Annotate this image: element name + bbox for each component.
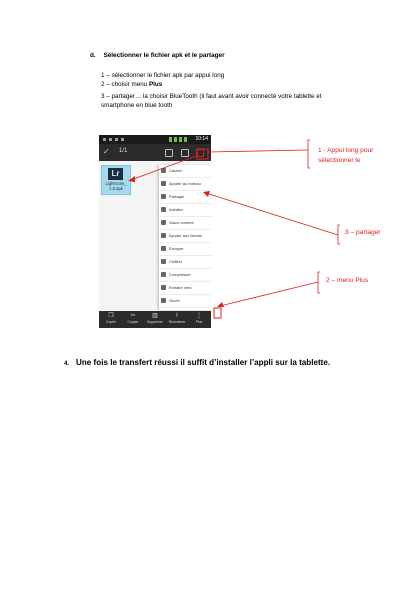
menu-item-label: Compresser — [169, 272, 191, 277]
section-marker: d. — [90, 52, 96, 59]
instruction-line-3: 3 – partager… la choisir BlueTooth (il faut avant avoir connecté votre tablette et — [101, 93, 322, 100]
menu-item-label: Extraire vers — [169, 285, 192, 290]
annotation-2-arrow — [220, 282, 318, 306]
step-4 — [64, 358, 330, 367]
toolbar-label: Plus — [195, 320, 203, 324]
menu-item-label: Sauvr comme — [169, 220, 194, 225]
toolbar-label: Copier — [106, 320, 116, 324]
instruction-line-2-text: 2 – choisir menu — [101, 81, 149, 88]
instruction-line-2-bold: Plus — [148, 81, 163, 88]
menu-item-label: Installer — [169, 207, 184, 212]
section-title: Sélectionner le fichier apk et le partager — [103, 52, 225, 59]
annotation-1-bracket — [308, 140, 310, 168]
arrow-head-icon — [128, 176, 135, 182]
instruction-line-1: 1 – sélectionner le fichier apk par appui long — [101, 72, 225, 79]
annotation-1-line-1: 1 - Appui long pour — [318, 147, 374, 154]
annotation-2: 2 – menu Plus — [326, 277, 369, 284]
toolbar-label: Couper — [127, 320, 139, 324]
annotation-1-line — [208, 150, 308, 152]
menu-item-label: Ouvrir — [169, 298, 180, 303]
status-time: 10:14 — [195, 136, 208, 142]
menu-item-label: Ajouter au bureau — [169, 181, 201, 186]
lightroom-logo-icon: Lr — [108, 168, 123, 180]
menu-item-label: Cacher — [169, 168, 182, 173]
annotation-1-arrow — [131, 156, 196, 180]
selection-count: 1/1 — [119, 148, 128, 154]
menu-item-label: Partager — [169, 194, 185, 199]
toolbar-label: Supprimer — [147, 320, 163, 324]
toolbar-label: Renommer — [168, 320, 186, 324]
check-icon[interactable]: ✓ — [103, 147, 110, 156]
file-name: Lightroom_ 1.0.apk — [105, 181, 127, 191]
annotation-2-bracket — [318, 272, 320, 293]
menu-item-label: Chiffrer — [169, 259, 183, 264]
annotation-1 — [318, 146, 373, 166]
menu-item-label: Ajouter aux favoris — [169, 233, 203, 238]
arrow-head-icon — [217, 302, 224, 307]
selection-icon-highlight — [197, 149, 208, 159]
step-4-number: 4. — [64, 361, 70, 367]
menu-item-label: Envoyer — [169, 246, 184, 251]
arrow-head-icon — [203, 191, 210, 197]
annotation-1-line-2: sélectionner le — [318, 157, 361, 164]
copy-icon: ❐ — [108, 313, 114, 319]
annotation-3-bracket — [338, 225, 340, 244]
instruction-line-4: smartphone en blue tooth — [101, 102, 173, 109]
delete-icon: ▥ — [152, 313, 158, 319]
cut-icon: ✂ — [130, 313, 136, 319]
more-icon: ⋮ — [196, 313, 202, 319]
rename-icon: I — [176, 313, 178, 319]
plus-button-highlight — [214, 308, 221, 318]
annotation-3-arrow — [206, 193, 338, 235]
step-4-text: Une fois le transfert réussi il suffit d’installer l’appli sur la tablette. — [76, 358, 331, 367]
annotation-3: 3 – partager — [345, 229, 381, 236]
